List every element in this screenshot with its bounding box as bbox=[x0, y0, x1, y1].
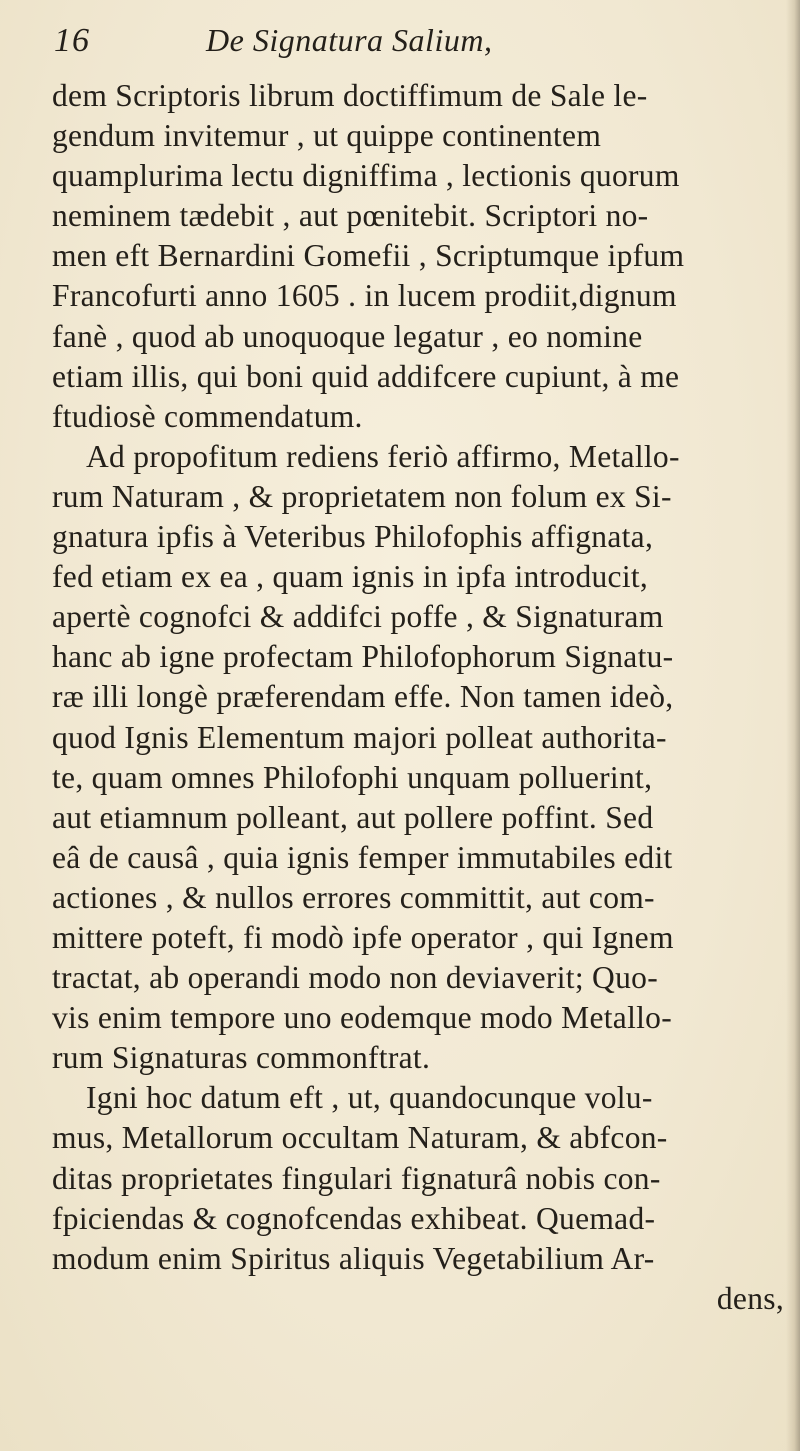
body-text bbox=[52, 76, 792, 1319]
text-line: rum Signaturas commonftrat. bbox=[52, 1040, 431, 1076]
text-line: fanè , quod ab unoquoque legatur , eo nomine bbox=[52, 318, 643, 354]
text-line: hanc ab igne profectam Philofophorum Signatu- bbox=[52, 639, 674, 675]
text-line: vis enim tempore uno eodemque modo Metallo- bbox=[52, 1000, 673, 1036]
text-line: Francofurti anno 1605 . in lucem prodiit,dignum bbox=[52, 278, 677, 314]
text-line: rum Naturam , & proprietatem non folum ex Si- bbox=[52, 478, 672, 514]
catchword: dens, bbox=[716, 1280, 784, 1316]
text-line: dem Scriptoris librum doctiffimum de Sale le- bbox=[52, 78, 648, 113]
text-line: actiones , & nullos errores committit, aut com- bbox=[52, 879, 655, 915]
text-line: quamplurima lectu digniffima , lectionis quorum bbox=[52, 158, 680, 194]
text-line: apertè cognofci & addifci poffe , & Signaturam bbox=[52, 599, 664, 635]
paragraph-start-line: Igni hoc datum eft , ut, quandocunque volu- bbox=[86, 1080, 653, 1116]
text-line: mus, Metallorum occultam Naturam, & abfcon- bbox=[52, 1120, 668, 1156]
text-line: modum enim Spiritus aliquis Vegetabilium Ar- bbox=[52, 1240, 655, 1276]
running-title: De Signatura Salium, bbox=[206, 22, 493, 58]
paragraph-start-line: Ad propofitum rediens feriò affirmo, Metallo- bbox=[86, 438, 680, 474]
text-line: eâ de causâ , quia ignis femper immutabiles edit bbox=[52, 839, 673, 875]
text-line: ræ illi longè præferendam effe. Non tamen ideò, bbox=[52, 679, 674, 715]
text-line: mittere poteft, fi modò ipfe operator , qui Ignem bbox=[52, 919, 674, 955]
text-line: te, quam omnes Philofophi unquam polluerint, bbox=[52, 759, 653, 795]
text-line: gnatura ipfis à Veteribus Philofophis affignata, bbox=[52, 519, 654, 555]
text-line: aut etiamnum polleant, aut pollere poffint. Sed bbox=[52, 799, 654, 835]
text-line: gendum invitemur , ut quippe continentem bbox=[52, 118, 602, 154]
text-line: quod Ignis Elementum majori polleat authorita- bbox=[52, 719, 667, 755]
text-line: tractat, ab operandi modo non deviaverit; Quo- bbox=[52, 960, 658, 996]
text-line: ditas proprietates fingulari fignaturâ nobis con- bbox=[52, 1160, 661, 1196]
text-line: fed etiam ex ea , quam ignis in ipfa introducit, bbox=[52, 559, 649, 595]
text-line: etiam illis, qui boni quid addifcere cupiunt, à me bbox=[52, 358, 680, 394]
text-line: fpiciendas & cognofcendas exhibeat. Quemad- bbox=[52, 1200, 656, 1236]
page-header bbox=[54, 22, 774, 70]
text-line: men eft Bernardini Gomefii , Scriptumque ipfum bbox=[52, 238, 685, 274]
text-line: ftudiosè commendatum. bbox=[52, 398, 363, 434]
page-number: 16 bbox=[54, 22, 90, 59]
text-line: neminem tædebit , aut pœnitebit. Scriptori no- bbox=[52, 198, 649, 234]
